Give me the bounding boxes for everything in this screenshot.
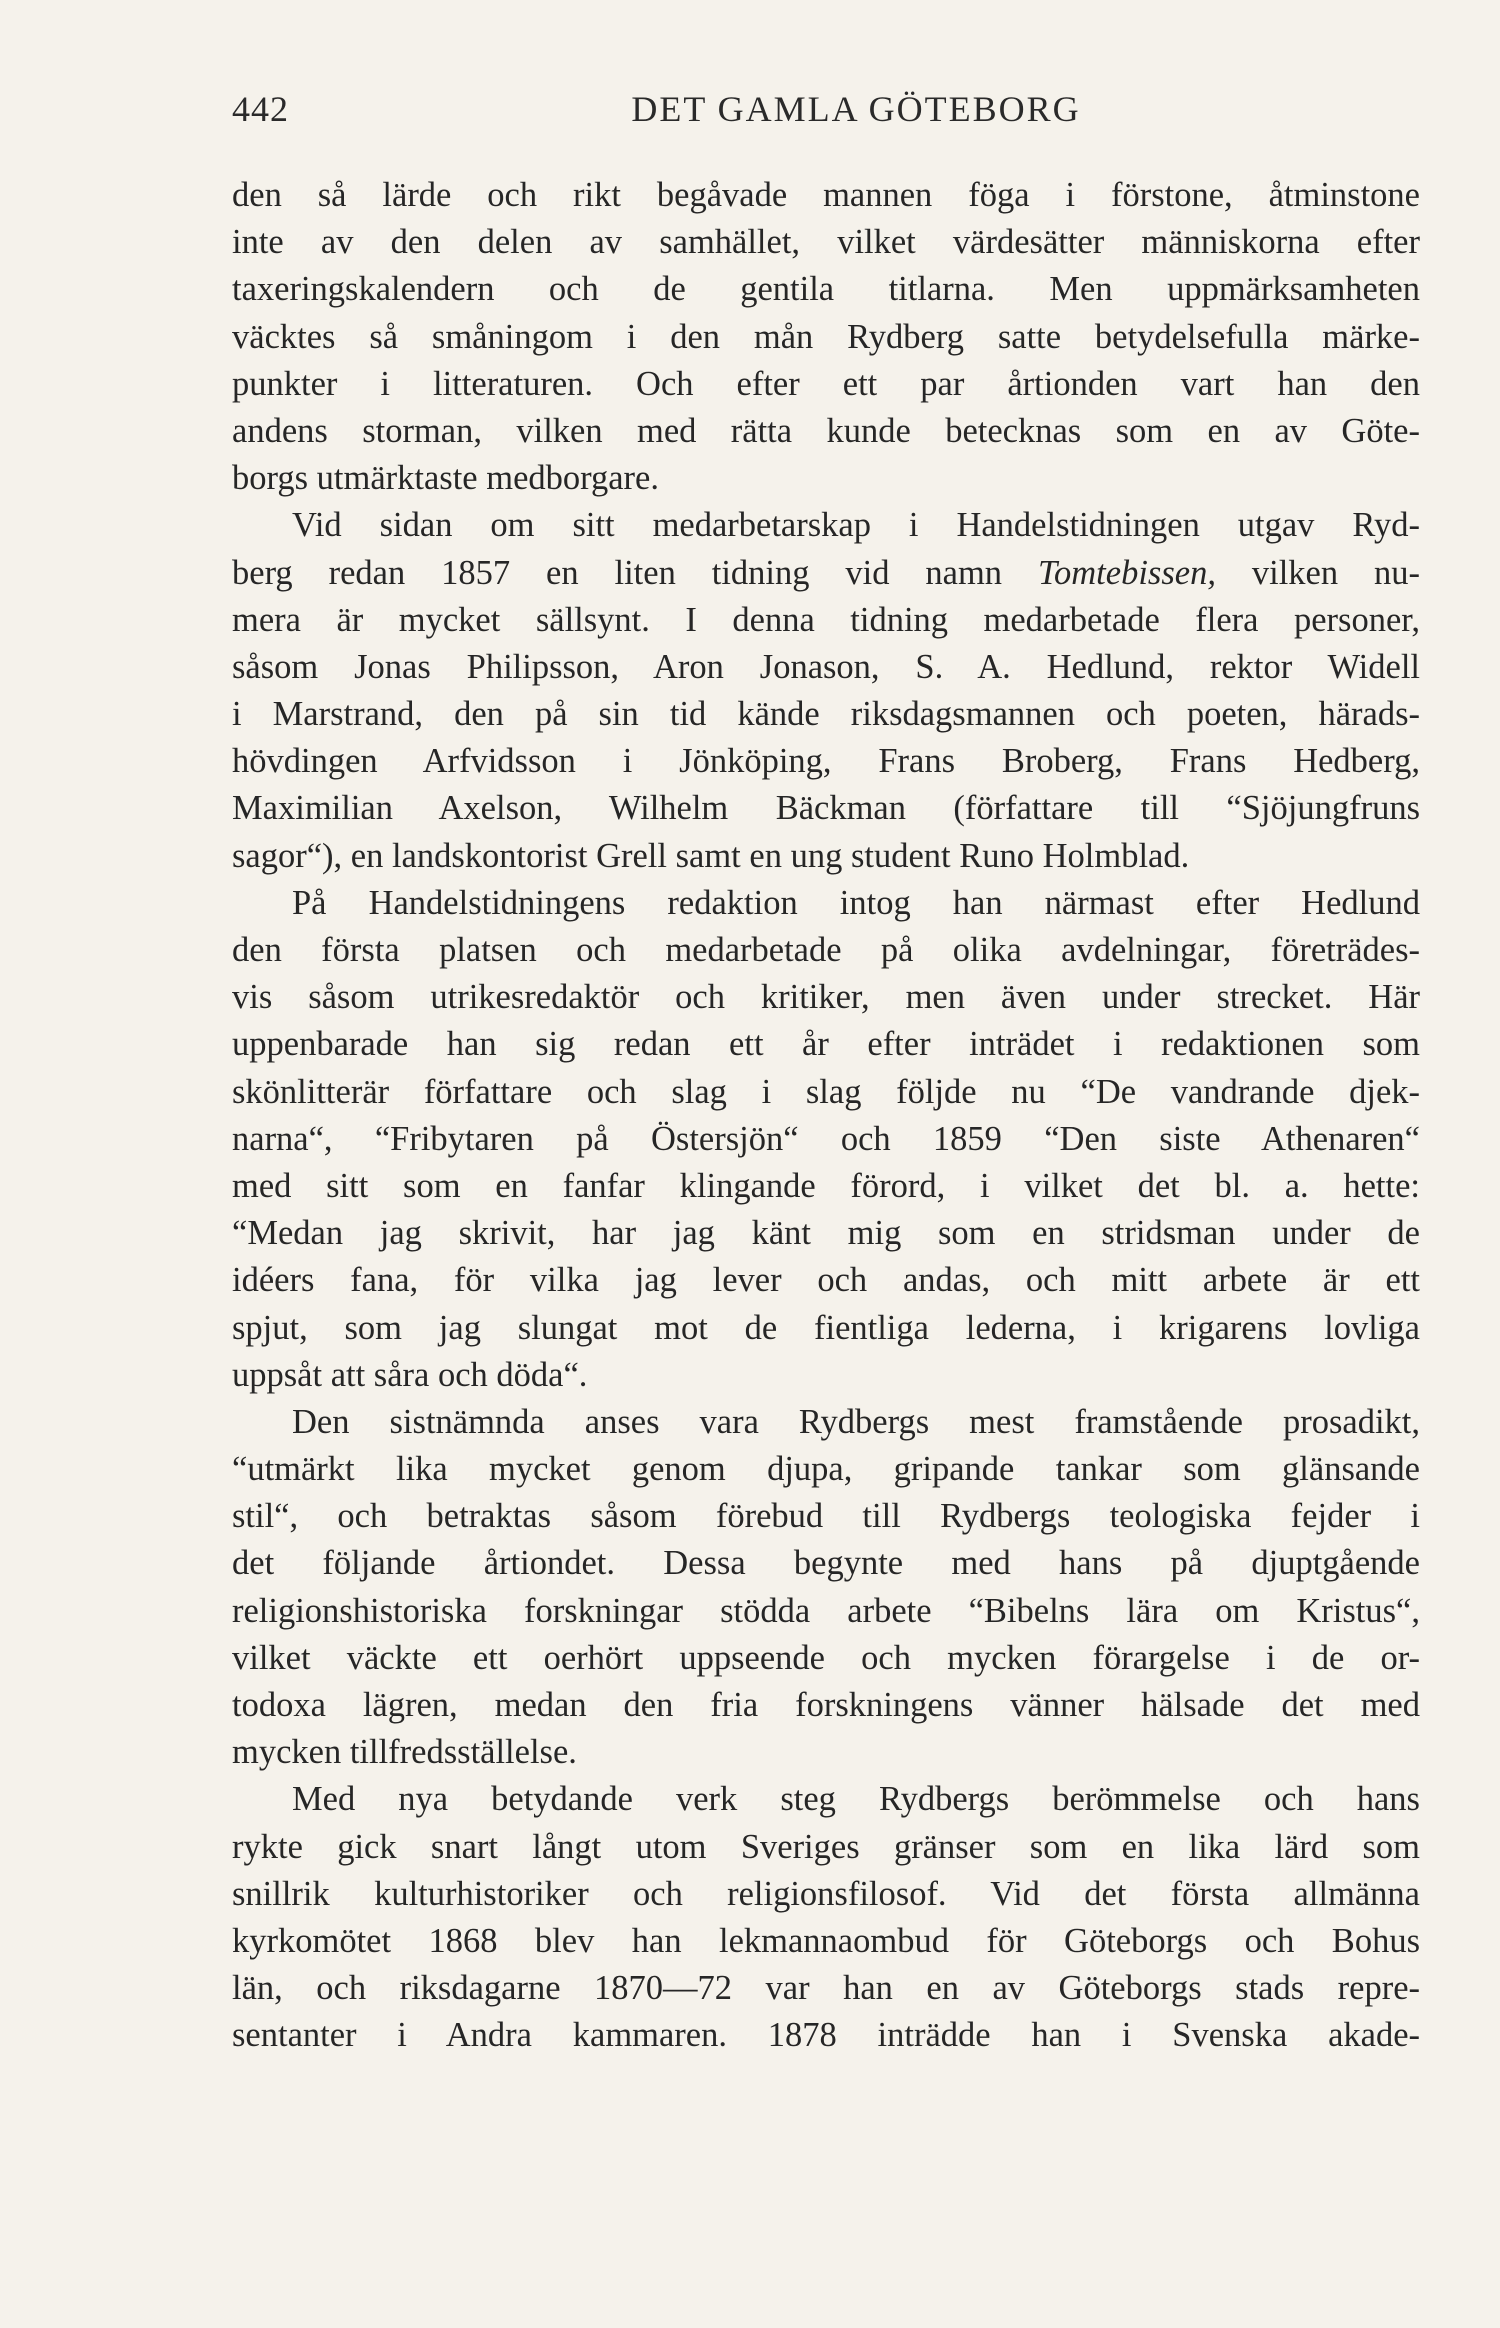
text-line: spjut, som jag slungat mot de fientliga lederna, i krigarens lovliga [232,1308,1420,1347]
text-line: todoxa lägren, medan den fria forskningens vänner hälsade det med [232,1686,1420,1724]
italic-title: Tomtebissen, [1037,553,1216,592]
text-line: mycken tillfredsställelse. [232,1733,577,1772]
body-text [232,172,1420,2060]
text-segment: vilken nu- [1251,553,1421,592]
running-head [232,88,1420,138]
text-line: Maximilian Axelson, Wilhelm Bäckman (författare till “Sjöjungfruns [232,789,1420,828]
text-line: Den sistnämnda anses vara Rydbergs mest framstående prosadikt, [292,1402,1420,1441]
page-number: 442 [232,89,289,129]
text-line: “utmärkt lika mycket genom djupa, gripande tankar som glänsande [232,1450,1420,1489]
text-line: “Medan jag skrivit, har jag känt mig som en stridsman under de [232,1214,1420,1253]
paragraph-4 [232,1399,1420,1777]
text-line: kyrkomötet 1868 blev han lekmannaombud för Göteborgs och Bohus [232,1921,1420,1960]
text-line: län, och riksdagarne 1870—72 var han en av Göteborgs stads repre- [232,1969,1420,2008]
paragraph-5 [232,1776,1420,2059]
text-line: det följande årtiondet. Dessa begynte med hans på djuptgående [232,1544,1420,1583]
text-line: rykte gick snart långt utom Sveriges gränser som en lika lärd som [232,1827,1420,1866]
text-line: sentanter i Andra kammaren. 1878 inträdde han i Svenska akade- [232,2016,1420,2055]
paragraph-2 [232,502,1420,880]
text-line: i Marstrand, den på sin tid kände riksdagsmannen och poeten, härads- [232,695,1420,734]
text-line: borgs utmärktaste medborgare. [232,459,659,498]
text-line: uppenbarade han sig redan ett år efter inträdet i redaktionen som [232,1025,1420,1064]
text-line: stil“, och betraktas såsom förebud till Rydbergs teologiska fejder i [232,1497,1420,1536]
text-line: narna“, “Fribytaren på Östersjön“ och 1859 “Den siste Athenaren“ [232,1119,1420,1158]
running-title: DET GAMLA GÖTEBORG [631,89,1081,129]
text-line: taxeringskalendern och de gentila titlarna. Men uppmärksamheten [232,270,1420,309]
text-line: skönlitterär författare och slag i slag följde nu “De vandrande djek- [232,1072,1420,1111]
text-line: uppsåt att såra och döda“. [232,1355,588,1394]
text-line-with-title [232,550,1420,597]
text-segment: berg redan 1857 en liten tidning vid namn [232,553,1003,592]
text-line: På Handelstidningens redaktion intog han närmast efter Hedlund [292,883,1420,922]
text-line: mera är mycket sällsynt. I denna tidning medarbetade flera personer, [232,600,1420,639]
text-line: punkter i litteraturen. Och efter ett par årtionden vart han den [232,364,1420,403]
text-line: religionshistoriska forskningar stödda arbete “Bibelns lära om Kristus“, [232,1591,1420,1630]
text-line: Vid sidan om sitt medarbetarskap i Handelstidningen utgav Ryd- [292,506,1420,545]
text-line: den så lärde och rikt begåvade mannen föga i förstone, åtminstone [232,176,1420,214]
text-line: snillrik kulturhistoriker och religionsfilosof. Vid det första allmänna [232,1874,1420,1913]
paragraph-3 [232,880,1420,1399]
text-line: idéers fana, för vilka jag lever och andas, och mitt arbete är ett [232,1261,1420,1300]
paragraph-1 [232,172,1420,502]
text-line: den första platsen och medarbetade på olika avdelningar, företrädes- [232,931,1420,969]
text-line: Med nya betydande verk steg Rydbergs berömmelse och hans [292,1780,1420,1819]
text-line: andens storman, vilken med rätta kunde betecknas som en av Göte- [232,411,1420,450]
text-line: väcktes så småningom i den mån Rydberg satte betydelsefulla märke- [232,317,1420,356]
text-line: vilket väckte ett oerhört uppseende och mycken förargelse i de or- [232,1638,1420,1677]
text-line: med sitt som en fanfar klingande förord, i vilket det bl. a. hette: [232,1166,1420,1205]
text-line: vis såsom utrikesredaktör och kritiker, men även under strecket. Här [232,978,1420,1017]
text-line: inte av den delen av samhället, vilket värdesätter människorna efter [232,223,1420,262]
text-line: såsom Jonas Philipsson, Aron Jonason, S. A. Hedlund, rektor Widell [232,647,1420,686]
text-line: hövdingen Arfvidsson i Jönköping, Frans Broberg, Frans Hedberg, [232,742,1420,781]
text-line: sagor“), en landskontorist Grell samt en ung student Runo Holmblad. [232,836,1190,875]
